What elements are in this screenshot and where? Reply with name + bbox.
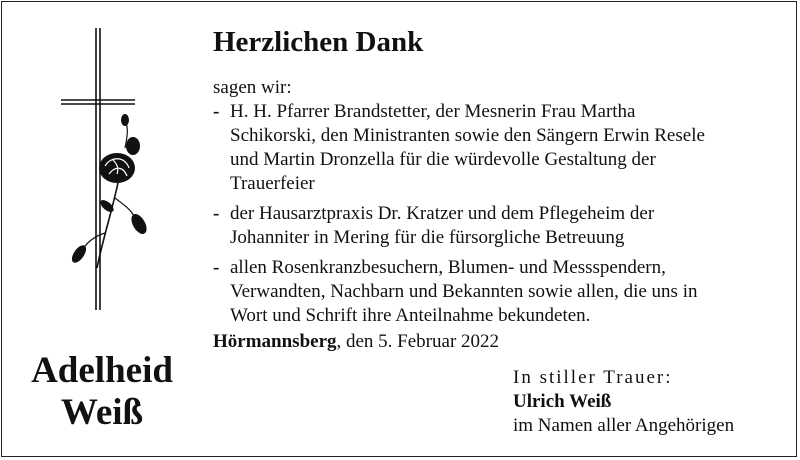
list-item [213,202,788,250]
signoff [513,366,734,438]
deceased-name [12,350,192,434]
item-line: der Hausarztpraxis Dr. Kratzer und dem Pflegeheim der [230,203,655,224]
signer-name: Ulrich Weiß [513,391,612,412]
signoff-family: im Namen aller Angehörigen [513,415,735,436]
item-line: Wort und Schrift ihre Anteilnahme bekundeten. [230,305,591,326]
item-line: Verwandten, Nachbarn und Bekannten sowie allen, die uns in [230,281,698,302]
deceased-first-name: Adelheid [31,350,173,391]
bullet-dash: - [213,101,220,122]
bullet-dash: - [213,257,220,278]
cross-with-rose-icon [55,28,175,318]
item-line: Johanniter in Mering für die fürsorgliche Betreuung [230,227,625,248]
thanks-list [213,100,788,334]
date-text: , den 5. Februar 2022 [336,331,500,352]
bullet-dash: - [213,203,220,224]
signoff-intro: In stiller Trauer: [513,367,673,388]
item-line: allen Rosenkranzbesuchern, Blumen- und Messspendern, [230,257,666,278]
item-line: H. H. Pfarrer Brandstetter, der Mesnerin Frau Martha [230,101,636,122]
place-name: Hörmannsberg [213,331,337,352]
place-and-date [213,330,499,354]
deceased-last-name: Weiß [60,392,144,433]
item-line: Schikorski, den Ministranten sowie den Sängern Erwin Resele [230,125,705,146]
notice-title: Herzlichen Dank [213,26,424,58]
list-item [213,100,788,196]
item-line: Trauerfeier [230,173,315,194]
item-line: und Martin Dronzella für die würdevolle Gestaltung der [230,149,656,170]
notice-intro: sagen wir: [213,77,292,98]
list-item [213,256,788,328]
